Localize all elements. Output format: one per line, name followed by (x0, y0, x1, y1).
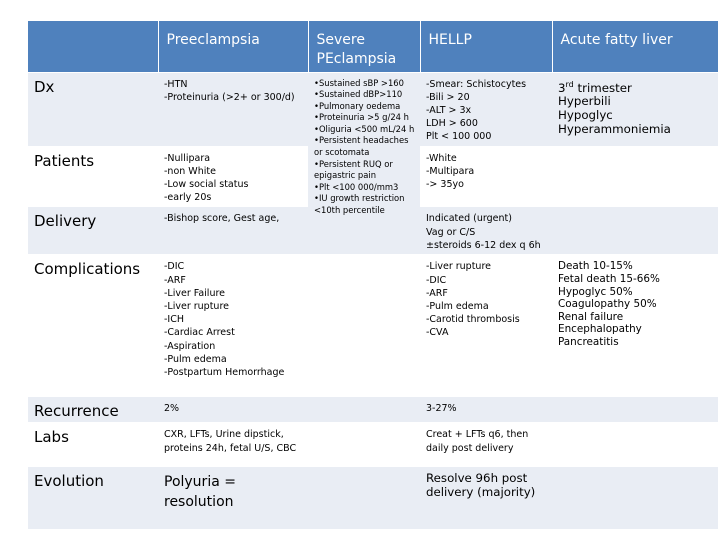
cell-evolution-severe (308, 467, 420, 529)
cell-dx-acute-fatty-liver (552, 72, 718, 146)
cell-labs-hellp: Creat + LFTs q6, then daily post delivery (420, 423, 552, 467)
row-complications (28, 255, 718, 397)
header-severe-preeclampsia: Severe PEclampsia (308, 21, 420, 72)
cell-delivery-acute-fatty-liver (552, 207, 718, 255)
cell-evolution-preeclampsia: Polyuria = resolution (158, 467, 308, 529)
cell-dx-hellp: -Smear: Schistocytes -Bili > 20 -ALT > 3x LDH > 600 Plt < 100 000 (420, 72, 552, 146)
row-dx (28, 72, 718, 146)
header-preeclampsia: Preeclampsia (158, 21, 308, 72)
aflp-trimester-ordinal: rd (565, 79, 574, 89)
cell-recurrence-hellp: 3-27% (420, 397, 552, 423)
aflp-trimester-number: 3 (558, 80, 566, 95)
cell-delivery-preeclampsia: -Bishop score, Gest age, (158, 207, 308, 255)
aflp-dx-text: trimester Hyperbili Hypoglyc Hyperammoniemia (558, 80, 671, 136)
row-label-recurrence: Recurrence (28, 397, 158, 423)
cell-complications-acute-fatty-liver: Death 10-15% Fetal death 15-66% Hypoglyc 50% Coagulopathy 50% Renal failure Encephalopathy Pancreatitis (552, 255, 718, 397)
cell-recurrence-acute-fatty-liver (552, 397, 718, 423)
row-recurrence (28, 397, 718, 423)
header-row (28, 21, 718, 72)
cell-delivery-hellp: Indicated (urgent) Vag or C/S ±steroids 6-12 dex q 6h (420, 207, 552, 255)
row-label-labs: Labs (28, 423, 158, 467)
row-labs (28, 423, 718, 467)
cell-labs-severe (308, 423, 420, 467)
row-label-patients: Patients (28, 146, 158, 207)
cell-patients-preeclampsia: -Nullipara -non White -Low social status -early 20s (158, 146, 308, 207)
cell-complications-preeclampsia: -DIC -ARF -Liver Failure -Liver rupture -ICH -Cardiac Arrest -Aspiration -Pulm edema -Postpartum Hemorrhage (158, 255, 308, 397)
row-label-complications: Complications (28, 255, 158, 397)
comparison-table (28, 21, 719, 529)
cell-severe-criteria: •Sustained sBP >160 •Sustained dBP>110 •Pulmonary oedema •Proteinuria >5 g/24 h •Oliguria <500 mL/24 h •Persistent headaches or scotomata •Persistent RUQ or epigastric pain •Plt <100 000/mm3 •IU growth restriction <10th percentile (308, 72, 420, 255)
header-corner (28, 21, 158, 72)
cell-patients-hellp: -White -Multipara -> 35yo (420, 146, 552, 207)
cell-evolution-acute-fatty-liver (552, 467, 718, 529)
cell-evolution-hellp: Resolve 96h post delivery (majority) (420, 467, 552, 529)
cell-labs-acute-fatty-liver (552, 423, 718, 467)
row-label-evolution: Evolution (28, 467, 158, 529)
cell-complications-severe (308, 255, 420, 397)
header-acute-fatty-liver: Acute fatty liver (552, 21, 718, 72)
cell-labs-preeclampsia: CXR, LFTs, Urine dipstick, proteins 24h, fetal U/S, CBC (158, 423, 308, 467)
cell-recurrence-preeclampsia: 2% (158, 397, 308, 423)
cell-complications-hellp: -Liver rupture -DIC -ARF -Pulm edema -Carotid thrombosis -CVA (420, 255, 552, 397)
cell-dx-preeclampsia: -HTN -Proteinuria (>2+ or 300/d) (158, 72, 308, 146)
row-evolution (28, 467, 718, 529)
cell-recurrence-severe (308, 397, 420, 423)
cell-patients-acute-fatty-liver (552, 146, 718, 207)
row-label-delivery: Delivery (28, 207, 158, 255)
header-hellp: HELLP (420, 21, 552, 72)
row-label-dx: Dx (28, 72, 158, 146)
